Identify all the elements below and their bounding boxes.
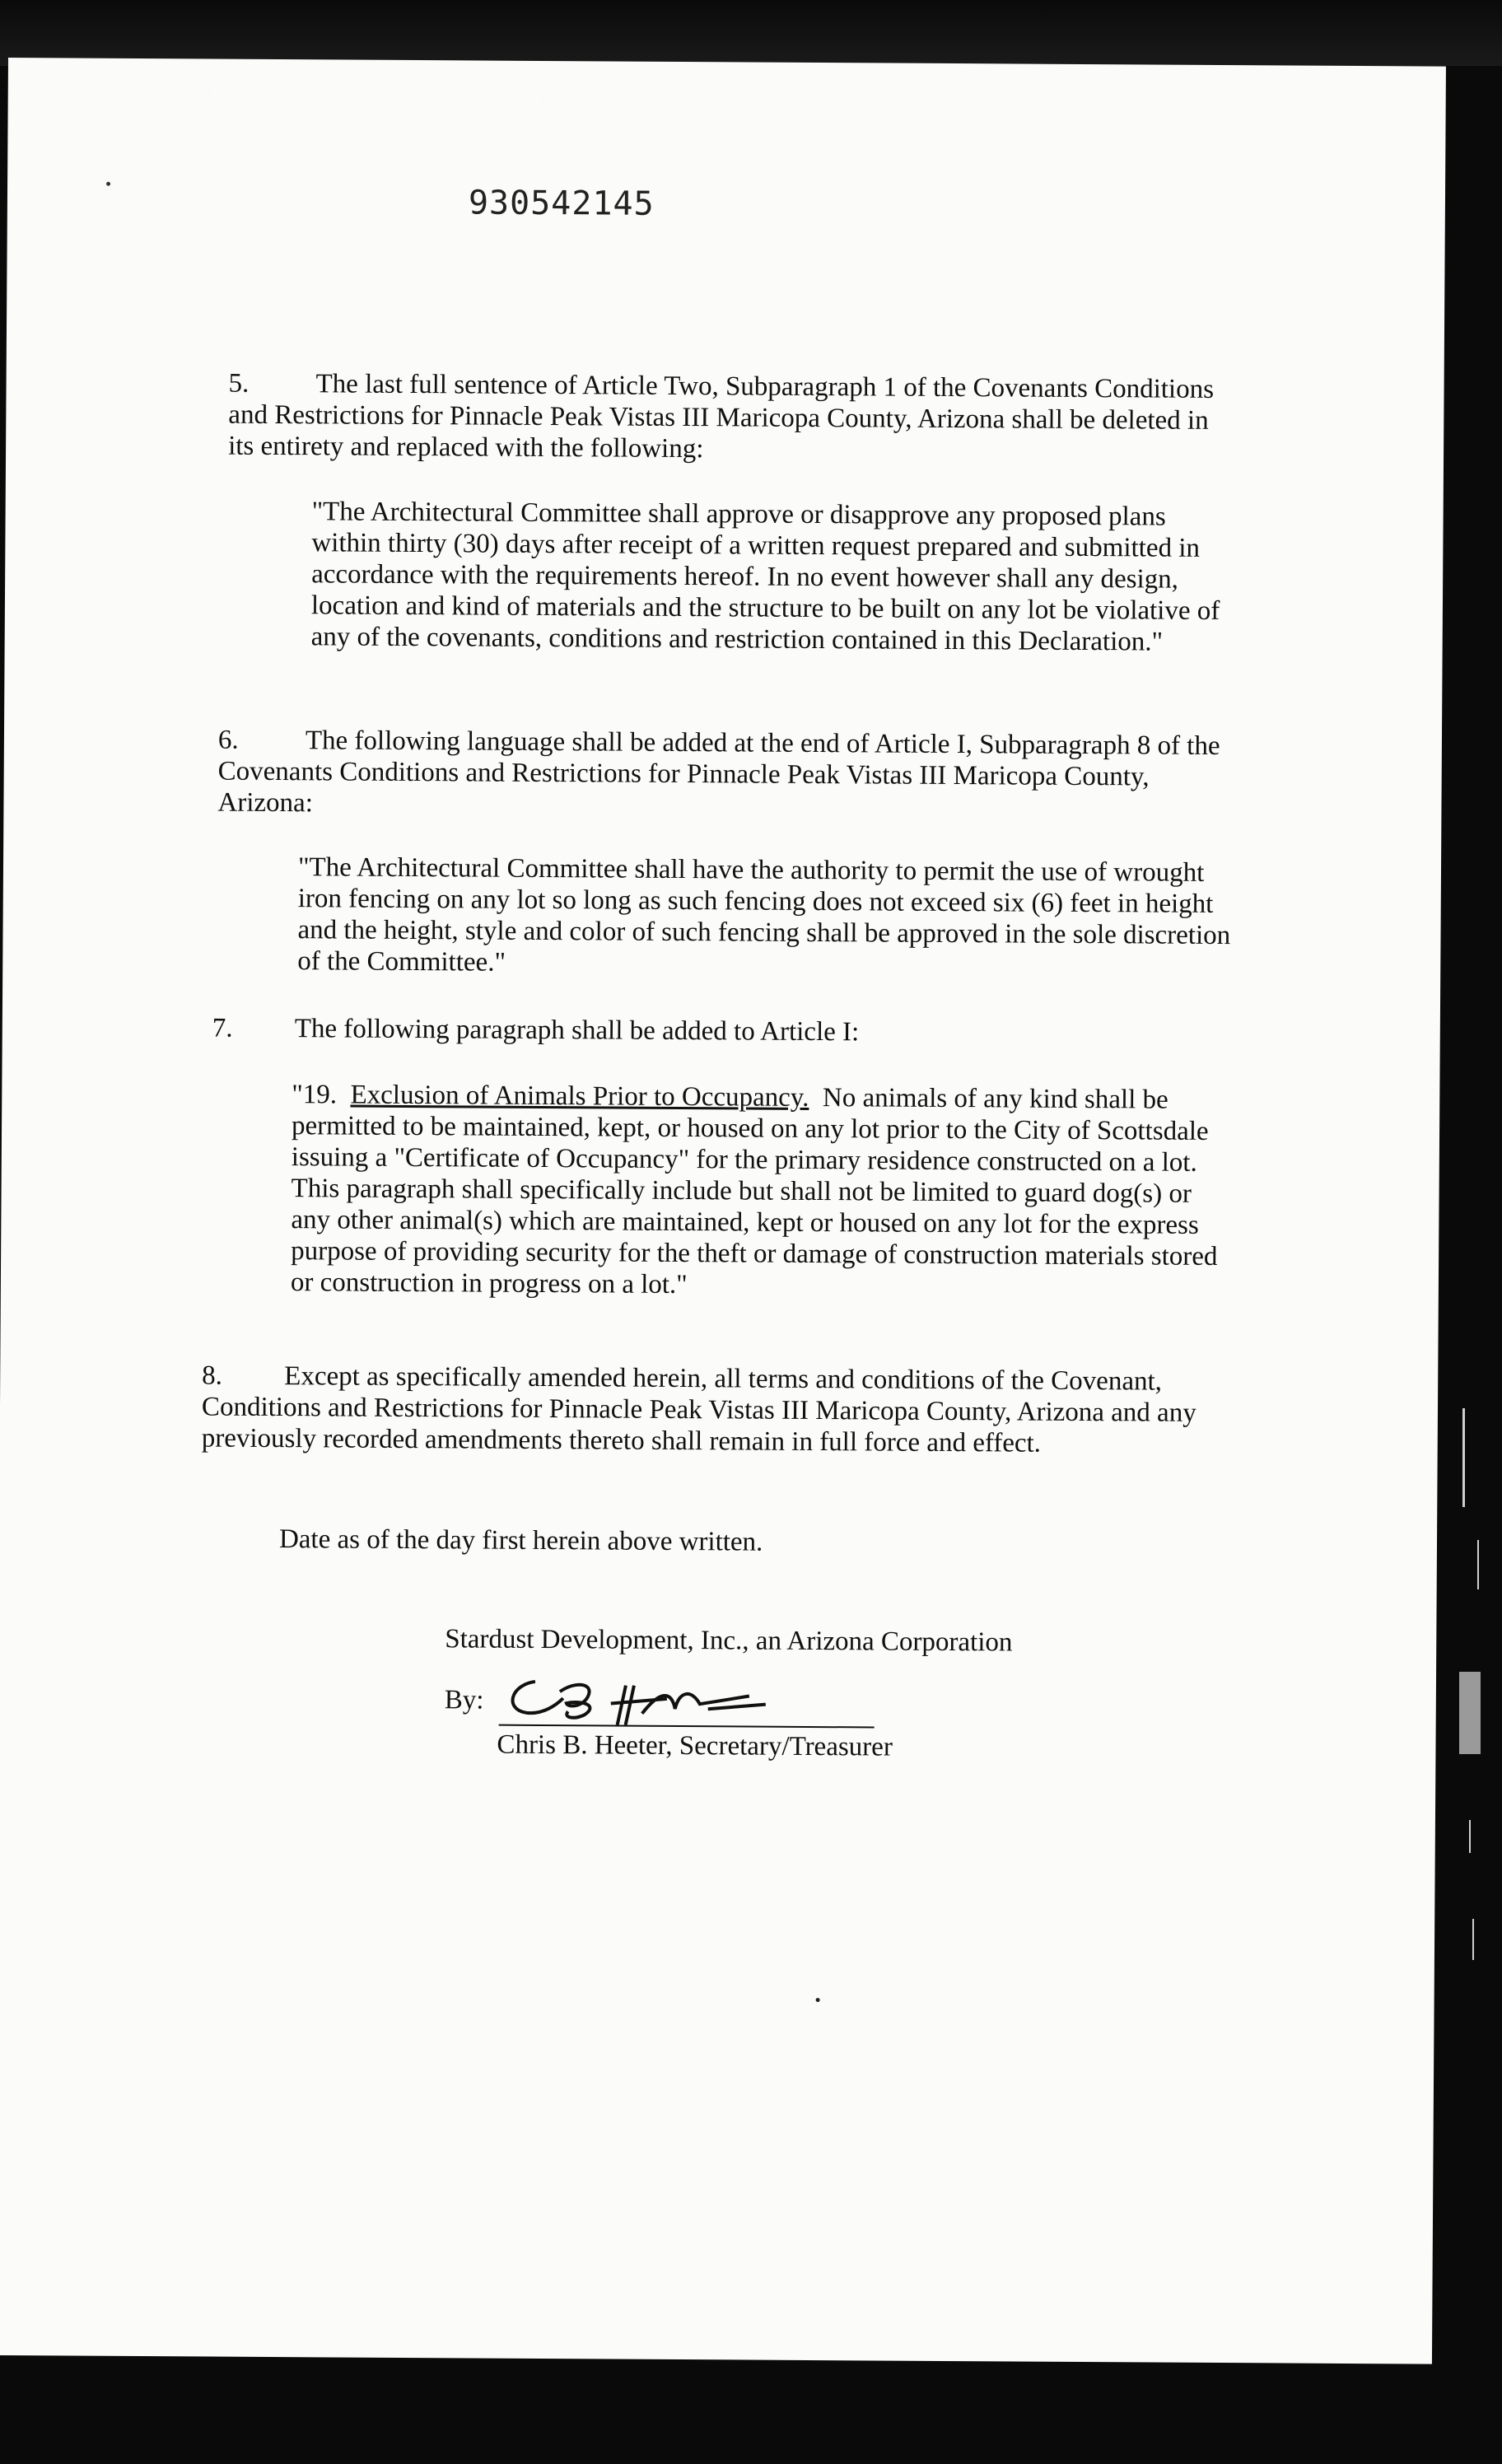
- document-page: [0, 58, 1446, 2364]
- document-number: 930542145: [468, 184, 655, 223]
- company-name: Stardust Development, Inc., an Arizona Corporation: [445, 1624, 1013, 1658]
- scan-top-border: [0, 0, 1502, 66]
- item-5: [228, 368, 1234, 468]
- quote-prefix: "19.: [292, 1080, 338, 1110]
- date-line: Date as of the day first herein above written.: [278, 1524, 763, 1557]
- scan-speck: [535, 97, 539, 100]
- item-text: Except as specifically amended herein, all terms and conditions of the Covenant, Conditions and Restrictions for Pinnacle Peak Vistas III Maricopa County, Arizona and any previously recorded amendments thereto shall remain in full force and effect.: [201, 1361, 1196, 1458]
- by-label: By:: [444, 1685, 484, 1715]
- item-7-quote: [291, 1079, 1231, 1304]
- item-text: The following language shall be added at the end of Article I, Subparagraph 8 of the Covenants Conditions and Restrictions for Pinnacle Peak Vistas III Maricopa County, Arizona:: [217, 726, 1220, 819]
- scan-speck: [816, 1998, 820, 2002]
- scan-speck: [1079, 94, 1081, 96]
- signer-name: Chris B. Heeter, Secretary/Treasurer: [497, 1729, 893, 1762]
- item-text: The following paragraph shall be added to Article I:: [294, 1014, 860, 1048]
- item-5-quote: "The Architectural Committee shall approve or disapprove any proposed plans within thirty (30) days after receipt of a written request prepared and submitted in accordance with the requirements hereof. In no event however shall any design, location and kind of materials and the structure to be built on any lot be violative of any of the covenants, conditions and restriction contained in this Declaration.": [310, 497, 1220, 657]
- item-6-quote: "The Architectural Committee shall have the authority to permit the use of wrought iron fencing on any lot so long as such fencing does not exceed six (6) feet in height and the height, style and color of such fencing shall be approved in the sole discretion of the Committee.": [297, 852, 1231, 978]
- item-number: 6.: [217, 725, 239, 755]
- item-number: 7.: [212, 1013, 233, 1043]
- item-number: 8.: [202, 1360, 223, 1391]
- item-text: The last full sentence of Article Two, Subparagraph 1 of the Covenants Conditions and Restrictions for Pinnacle Peak Vistas III Maricopa County, Arizona shall be deleted in its entirety and replaced with the following:: [228, 369, 1215, 464]
- item-number: 5.: [228, 368, 250, 399]
- quote-heading: Exclusion of Animals Prior to Occupancy.: [350, 1080, 809, 1113]
- scan-edge-marks: [1453, 1359, 1502, 2100]
- item-6: [217, 725, 1239, 825]
- item-7: [212, 1013, 1234, 1051]
- scan-speck: [106, 182, 110, 186]
- item-8: [202, 1360, 1240, 1460]
- quote-body: No animals of any kind shall be permitted to be maintained, kept, or housed on any lot prior to the City of Scottsdale issuing a "Certificate of Occupancy" for the primary residence constructed on a lot. This paragraph shall specifically include but shall not be limited to guard dog(s) or any other animal(s) which are maintained, kept or housed on any lot for the express purpose of providing security for the theft or damage of construction materials stored or construction in progress on a lot.": [290, 1083, 1218, 1300]
- scan-speck: [214, 92, 217, 95]
